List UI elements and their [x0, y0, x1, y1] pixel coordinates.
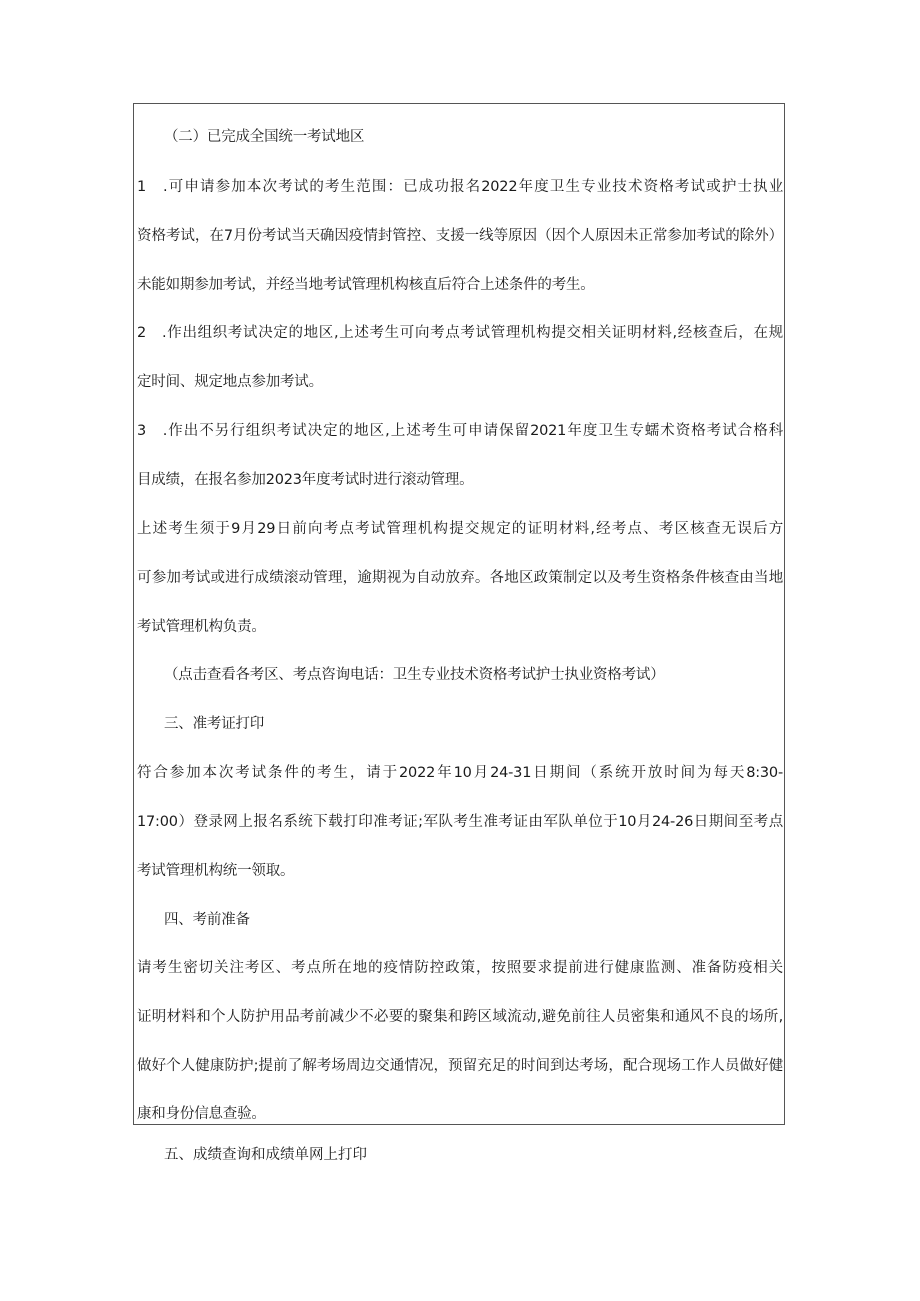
- paragraph-line: 目成绩，在报名参加2023年度考试时进行滚动管理。: [137, 472, 474, 488]
- paragraph-line: 1 .可申请参加本次考试的考生范围：已成功报名2022年度卫生专业技术资格考试或护士执业: [137, 179, 783, 195]
- paragraph-line: 17:00）登录网上报名系统下载打印准考证;军队考生准考证由军队单位于10月24-26日期间至考点: [137, 814, 783, 830]
- paragraph-line: 未能如期参加考试，并经当地考试管理机构核直后符合上述条件的考生。: [137, 277, 595, 293]
- paragraph-line: 做好个人健康防护;提前了解考场周边交通情况，预留充足的时间到达考场，配合现场工作人员做好健: [137, 1058, 783, 1074]
- paragraph-line: 考试管理机构负责。: [137, 619, 266, 635]
- section-heading-score-query: 五、成绩查询和成绩单网上打印: [164, 1147, 367, 1163]
- paragraph-line: 可参加考试或进行成绩滚动管理，逾期视为自动放弃。各地区政策制定以及考生资格条件核查由当地: [137, 570, 783, 586]
- section-heading-exam-preparation: 四、考前准备: [164, 912, 250, 928]
- paragraph-line: 考试管理机构统一领取。: [137, 863, 295, 879]
- paragraph-line: 请考生密切关注考区、考点所在地的疫情防控政策，按照要求提前进行健康监测、准备防疫相关: [137, 960, 783, 976]
- section-heading-completed-areas: （二）已完成全国统一考试地区: [164, 129, 365, 145]
- section-heading-admission-ticket: 三、准考证打印: [164, 716, 265, 732]
- paragraph-line: 证明材料和个人防护用品考前减少不必要的聚集和跨区域流动,避免前往人员密集和通风不良的场所,: [137, 1009, 783, 1025]
- consultation-phone-note: （点击查看各考区、考点咨询电话：卫生专业技术资格考试护士执业资格考试）: [164, 667, 665, 683]
- paragraph-line: 康和身份信息查验。: [137, 1106, 266, 1122]
- paragraph-line: 符合参加本次考试条件的考生，请于2022年10月24-31日期间（系统开放时间为每天8:30-: [137, 765, 783, 781]
- paragraph-line: 上述考生须于9月29日前向考点考试管理机构提交规定的证明材料,经考点、考区核查无误后方: [137, 521, 783, 537]
- paragraph-line: 3 .作出不另行组织考试决定的地区,上述考生可申请保留2021年度卫生专蠕术资格考试合格科: [137, 423, 783, 439]
- paragraph-line: 定时间、规定地点参加考试。: [137, 374, 323, 390]
- paragraph-line: 资格考试，在7月份考试当天确因疫情封管控、支援一线等原因（因个人原因未正常参加考试的除外）: [137, 228, 783, 244]
- paragraph-line: 2 .作出组织考试决定的地区,上述考生可向考点考试管理机构提交相关证明材料,经核查后，在规: [137, 325, 783, 341]
